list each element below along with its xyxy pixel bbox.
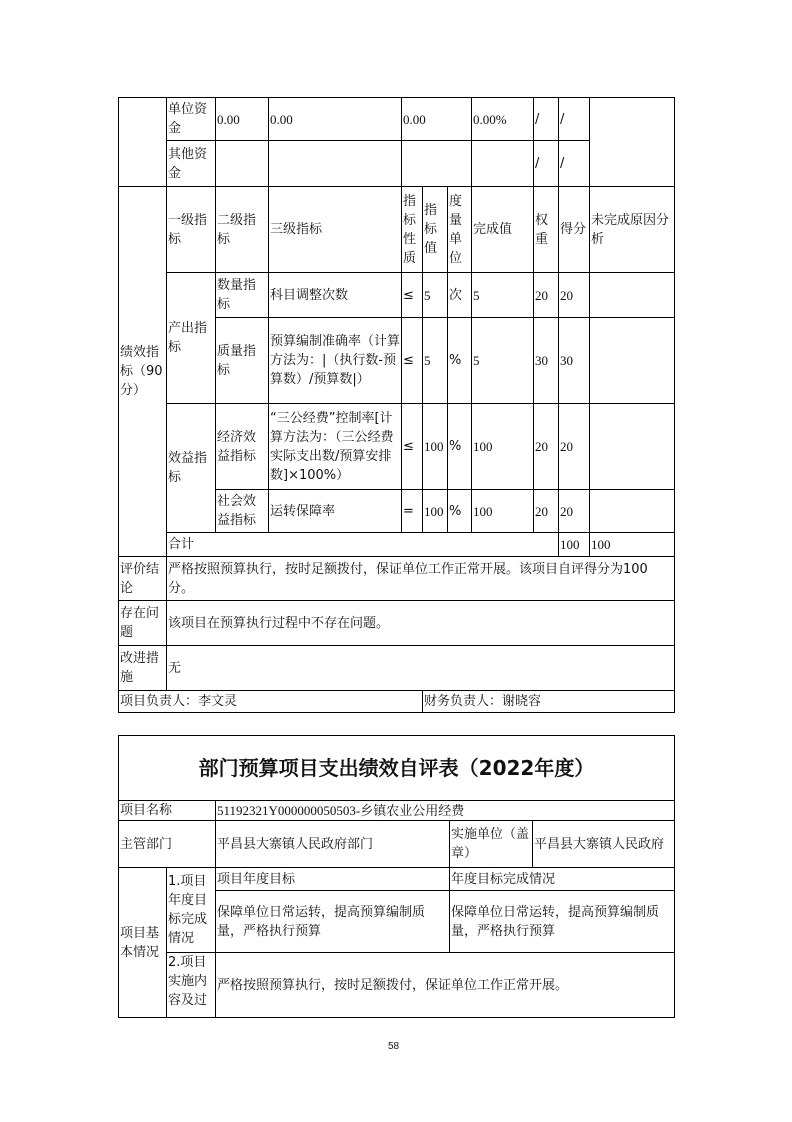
cell: 预算编制准确率（计算方法为：|（执行数-预算数）/预算数|） (269, 318, 402, 404)
cell: 0.00 (269, 98, 402, 141)
row-label: 主管部门 (119, 821, 216, 868)
cell: 经济效益指标 (216, 404, 269, 490)
cell: 30 (534, 318, 559, 404)
cell: % (448, 490, 472, 533)
row-label: 项目名称 (119, 801, 216, 821)
cell: / (534, 98, 559, 141)
cell: 5 (423, 273, 448, 318)
header-cell: 未完成原因分析 (590, 187, 675, 273)
row-label: 项目基本情况 (119, 868, 167, 1018)
implementation-content: 严格按照预算执行，按时足额拨付，保证单位工作正常开展。 (216, 953, 675, 1018)
group-label: 效益指标 (167, 404, 216, 533)
cell: 20 (559, 273, 590, 318)
project-name: 51192321Y000000050503-乡镇农业公用经费 (216, 801, 675, 821)
cell: % (448, 318, 472, 404)
total-label: 合计 (167, 533, 559, 557)
improve-text: 无 (167, 646, 675, 691)
page-number: 58 (388, 1041, 400, 1052)
row-label: 存在问题 (119, 601, 167, 646)
cell: 0.00% (472, 98, 534, 141)
self-evaluation-table (118, 735, 675, 1018)
total-row (119, 533, 675, 557)
cell: 100 (423, 490, 448, 533)
cell: 20 (534, 273, 559, 318)
cell: “三公经费”控制率[计算方法为：（三公经费实际支出数/预算安排数]×100%） (269, 404, 402, 490)
issues-text: 该项目在预算执行过程中不存在问题。 (167, 601, 675, 646)
project-owner: 项目负责人：李文灵 (119, 691, 423, 713)
section-label: 绩效指标（90分） (119, 187, 167, 557)
row-label: 改进措施 (119, 646, 167, 691)
conclusion-text: 严格按照预算执行，按时足额拨付，保证单位工作正常开展。该项目自评得分为100分。 (167, 557, 675, 601)
cell: 0.00 (402, 98, 472, 141)
cell: 5 (472, 318, 534, 404)
form-title: 部门预算项目支出绩效自评表（2022年度） (119, 736, 675, 801)
header-cell: 项目年度目标 (216, 868, 450, 891)
cell: 20 (559, 490, 590, 533)
cell: 20 (534, 490, 559, 533)
fund-row (119, 98, 675, 141)
header-cell: 得分 (559, 187, 590, 273)
group-label: 产出指标 (167, 273, 216, 404)
cell: 质量指标 (216, 318, 269, 404)
department: 平昌县大寨镇人民政府部门 (216, 821, 450, 868)
table-row (119, 404, 675, 490)
total-weight: 100 (559, 533, 590, 557)
header-cell: 年度目标完成情况 (450, 868, 675, 891)
goal-completion: 保障单位日常运转，提高预算编制质量，严格执行预算 (450, 891, 675, 953)
finance-owner: 财务负责人：谢晓容 (423, 691, 675, 713)
conclusion-row (119, 557, 675, 601)
cell: 次 (448, 273, 472, 318)
cell: 运转保障率 (269, 490, 402, 533)
table-row (119, 273, 675, 318)
fund-label: 单位资金 (167, 98, 216, 141)
header-row (119, 187, 675, 273)
header-cell: 三级指标 (269, 187, 402, 273)
cell: 数量指标 (216, 273, 269, 318)
cell: 100 (472, 490, 534, 533)
fund-label: 其他资金 (167, 141, 216, 187)
header-cell: 指标值 (423, 187, 448, 273)
header-cell: 二级指标 (216, 187, 269, 273)
header-cell: 完成值 (472, 187, 534, 273)
cell: 20 (534, 404, 559, 490)
signature-row (119, 691, 675, 713)
cell: 5 (423, 318, 448, 404)
cell: 100 (472, 404, 534, 490)
implementing-unit: 平昌县大寨镇人民政府 (533, 821, 675, 868)
annual-goal: 保障单位日常运转，提高预算编制质量，严格执行预算 (216, 891, 450, 953)
performance-table (118, 97, 675, 713)
row-label: 评价结论 (119, 557, 167, 601)
row-label: 2.项目实施内容及过 (167, 953, 216, 1018)
cell: / (559, 98, 590, 141)
cell: ≤ (402, 318, 423, 404)
cell: 20 (559, 404, 590, 490)
header-cell: 度量单位 (448, 187, 472, 273)
header-cell: 指标性质 (402, 187, 423, 273)
cell: 科目调整次数 (269, 273, 402, 318)
improve-row (119, 646, 675, 691)
issues-row (119, 601, 675, 646)
header-cell: 权重 (534, 187, 559, 273)
header-cell: 一级指标 (167, 187, 216, 273)
cell: ≤ (402, 404, 423, 490)
cell: 0.00 (216, 98, 269, 141)
row-label: 实施单位（盖章） (450, 821, 533, 868)
cell: 社会效益指标 (216, 490, 269, 533)
row-label: 1.项目年度目标完成情况 (167, 868, 216, 953)
cell: = (402, 490, 423, 533)
cell: 30 (559, 318, 590, 404)
cell: ≤ (402, 273, 423, 318)
cell: 100 (423, 404, 448, 490)
cell: / (534, 141, 559, 187)
total-score: 100 (590, 533, 675, 557)
cell: % (448, 404, 472, 490)
cell: 5 (472, 273, 534, 318)
cell: / (559, 141, 590, 187)
